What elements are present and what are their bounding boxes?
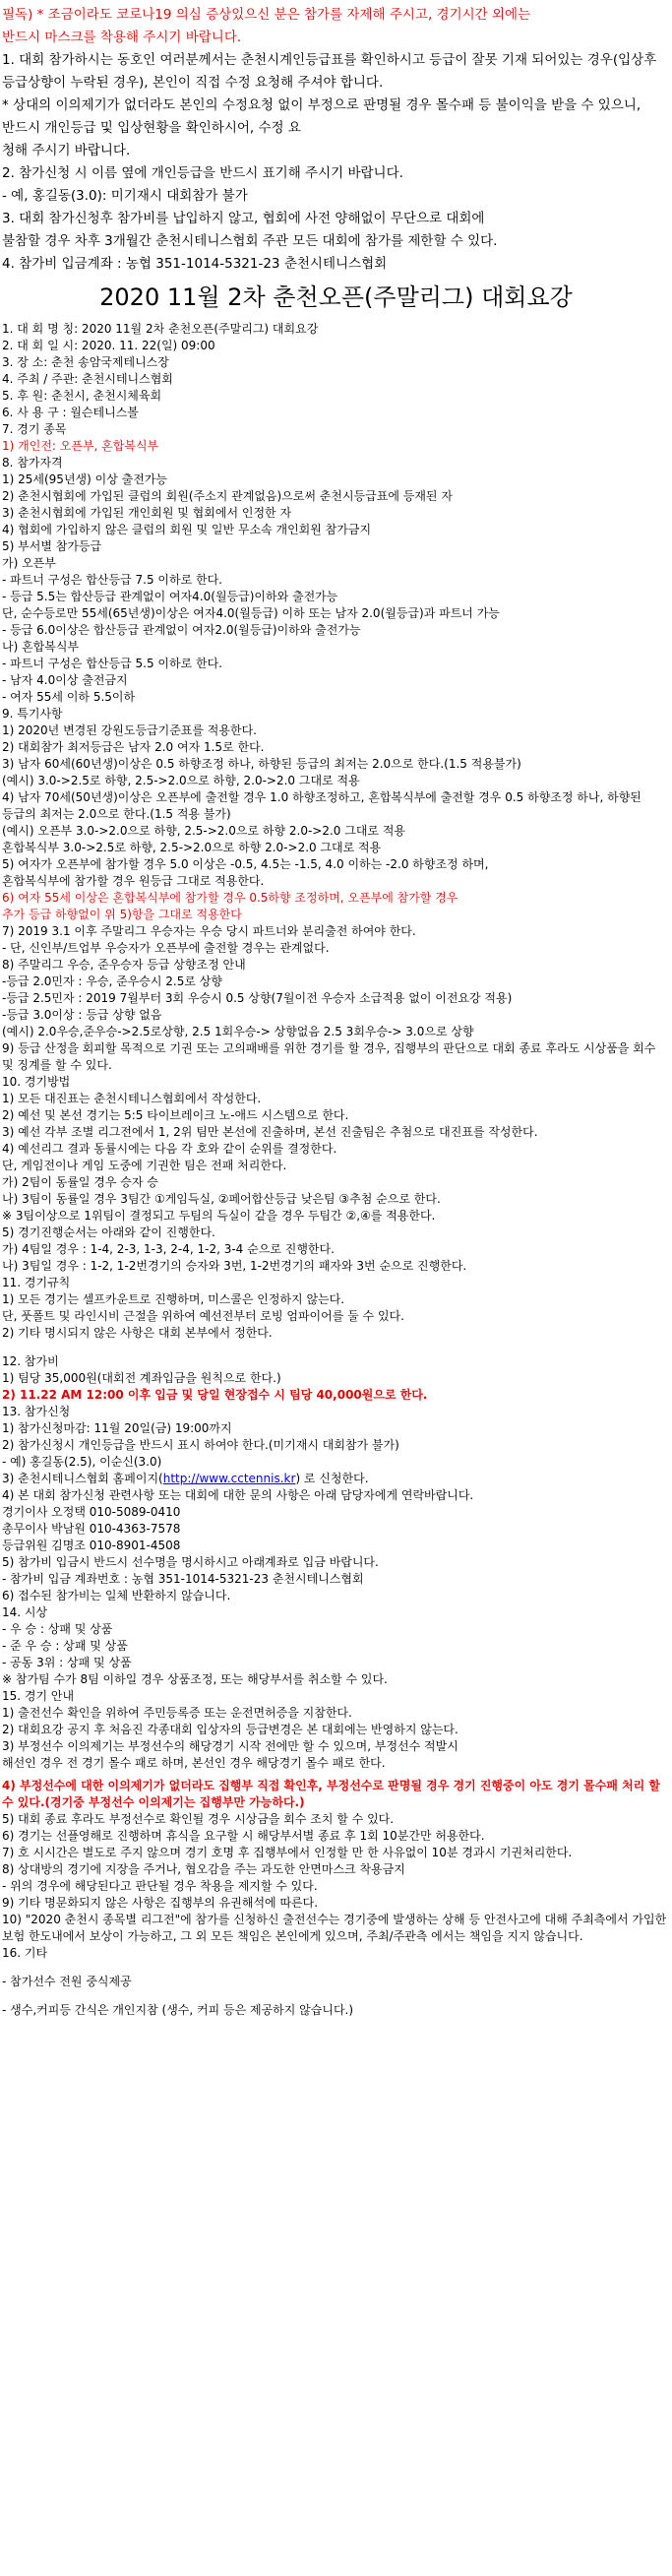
other-line: - 참가선수 전원 중식제공 [2, 1975, 132, 1988]
section-heading: 10. 경기방법 [2, 1075, 71, 1089]
eligibility-line: - 파트너 구성은 합산등급 5.5 이하로 한다. [2, 657, 222, 670]
special-line-highlight: 추가 등급 하향없이 위 5)항을 그대로 적용한다 [2, 908, 242, 921]
special-line: -등급 2.0민자 : 우승, 준우승시 2.5로 상향 [2, 974, 222, 988]
guidance-line: 9) 기타 명문화되지 않은 사항은 집행부의 유권해석에 따른다. [2, 1896, 319, 1910]
fee-line: 1) 팀당 35,000원(대회전 계좌입금을 원칙으로 한다.) [2, 1371, 281, 1385]
guidance-line: 5) 대회 종료 후라도 부정선수로 확인될 경우 시상금을 회수 조치 할 수 있다. [2, 1812, 395, 1826]
section-heading: 15. 경기 안내 [2, 1689, 75, 1703]
section-heading: 13. 참가신청 [2, 1405, 71, 1418]
registration-line: - 참가비 입금 계좌번호 : 농협 351-1014-5321-23 춘천시테니스협회 [2, 1572, 364, 1586]
notice-intro [2, 4, 670, 276]
section-entry-fee [2, 1353, 670, 1404]
spacer [2, 1962, 670, 1974]
intro-line-8: 3. 대회 참가신청후 참가비를 납입하지 않고, 협회에 사전 양해없이 무단으로 대회에 [2, 211, 485, 226]
section-event [2, 421, 670, 455]
method-line: 나) 3팀이 동률일 경우 3팀간 ①게임득실, ②페어합산등급 낮은팀 ③추첨 순으로 한다. [2, 1192, 441, 1206]
method-line: 가) 2팀이 동률일 경우 승자 승 [2, 1175, 158, 1189]
info-line: 5. 후 원: 춘천시, 춘천시체육회 [2, 389, 162, 403]
contact-line: 총무이사 박남원 010-4363-7578 [2, 1522, 181, 1536]
special-line: 9) 등급 산정을 회피할 목적으로 기권 또는 고의패배를 위한 경기를 할 경우, 집행부의 판단으로 대회 종료 후라도 시상품을 회수 및 징계를 할 수 있다. [2, 1041, 656, 1072]
spacer [2, 1342, 670, 1353]
info-line: 4. 주최 / 주관: 춘천시테니스협회 [2, 372, 173, 386]
registration-line: 1) 참가신청마감: 11월 20일(금) 19:00까지 [2, 1421, 232, 1435]
contact-line: 경기이사 오정택 010-5089-0410 [2, 1505, 181, 1519]
event-item: 1) 개인전: 오픈부, 혼합복식부 [2, 439, 159, 453]
section-awards [2, 1604, 670, 1688]
eligibility-line: - 등급 5.5는 합산등급 관계없이 여자4.0(월등급)이하와 출전가능 [2, 590, 338, 603]
special-line: (예시) 3.0->2.5로 하향, 2.5->2.0으로 하향, 2.0->2.0 그대로 적용 [2, 774, 360, 787]
guidance-line: 3) 부정선수 이의제기는 부정선수의 해당경기 시작 전에만 할 수 있으며, 부정선수 적발시 [2, 1739, 458, 1753]
special-line: 혼합복식부에 참가할 경우 원등급 그대로 적용한다. [2, 874, 265, 888]
special-line: -등급 3.0이상 : 등급 상향 없음 [2, 1008, 162, 1022]
eligibility-line: 1) 25세(95년생) 이상 출전가능 [2, 472, 167, 486]
eligibility-line: - 여자 55세 이하 5.5이하 [2, 690, 136, 704]
method-line: 1) 모든 대진표는 춘천시테니스협회에서 작성한다. [2, 1092, 262, 1105]
other-line: - 생수,커피등 간식은 개인지참 (생수, 커피 등은 제공하지 않습니다.) [2, 2003, 354, 2017]
method-line: ※ 3팀이상으로 1위팀이 결정되고 두팀의 득실이 같을 경우 두팀간 ②,④를 적용한다. [2, 1209, 436, 1223]
intro-line-3: 1. 대회 참가하시는 동호인 여러분께서는 춘천시계인등급표를 확인하시고 등급이 잘못 기재 되어있는 경우(입상후 등급상향이 누락된 경우), 본인이 직접 수정 요청해 주셔야 합니다. [2, 52, 657, 91]
guidance-line: 8) 상대방의 경기에 지장을 주거나, 협오감을 주는 과도한 안면마스크 착용금지 [2, 1862, 405, 1876]
registration-homepage-line [2, 1471, 670, 1487]
eligibility-line: 단, 순수등로만 55세(65년생)이상은 여자4.0(월등급) 이하 또는 남자 2.0(월등급)과 파트너 가능 [2, 606, 500, 620]
rules-line: 1) 모든 경기는 셀프카운트로 진행하며, 미스콜은 인정하지 않는다. [2, 1292, 345, 1306]
special-line: - 단, 신인부/트업부 우승자가 오픈부에 출전할 경우는 관계없다. [2, 941, 330, 955]
section-guidance [2, 1688, 670, 1945]
section-other [2, 1945, 670, 2019]
section-heading: 9. 특기사항 [2, 707, 63, 721]
section-heading: 14. 시상 [2, 1605, 48, 1619]
award-line: - 준 우 승 : 상패 및 상품 [2, 1639, 128, 1653]
intro-line-9: 불참할 경우 차후 3개월간 춘천시테니스협회 주관 모든 대회에 참가를 제한할 수 있다. [2, 233, 498, 249]
info-line: 3. 장 소: 춘천 송암국제테니스장 [2, 355, 169, 369]
eligibility-line: 2) 춘천시협회에 가입된 클럽의 회원(주소지 관계없음)으로써 춘천시등급표에 등재된 자 [2, 489, 453, 503]
document-title: 2020 11월 2차 춘천오픈(주말리그) 대회요강 [99, 283, 573, 311]
method-line: 2) 예선 및 본선 경기는 5:5 타이브레이크 노-애드 시스템으로 한다. [2, 1108, 349, 1122]
intro-line-1: 필독) * 조금이라도 코로나19 의심 증상있으신 분은 참가를 자제해 주시고, 경기시간 외에는 [2, 7, 531, 23]
special-line: 7) 2019 3.1 이후 주말리그 우승자는 우승 당시 파트너와 분리출전 하여야 한다. [2, 924, 416, 938]
section-heading: 11. 경기규칙 [2, 1276, 71, 1289]
spacer [2, 1990, 670, 2002]
special-line: (예시) 2.0우승,준우승->2.5로상향, 2.5 1회우승-> 상향없음 2.5 3회우승-> 3.0으로 상향 [2, 1025, 474, 1038]
homepage-suffix: ) 로 신청한다. [295, 1472, 369, 1485]
intro-line-10: 4. 참가비 입금계좌 : 농협 351-1014-5321-23 춘천시테니스협회 [2, 256, 388, 272]
eligibility-line: - 파트너 구성은 합산등급 7.5 이하로 한다. [2, 573, 222, 587]
eligibility-line: 5) 부서별 참가등급 [2, 539, 102, 553]
guidance-line: 6) 경기는 선플영해로 진행하며 휴식을 요구할 시 해당부서별 종료 후 1회 10분간만 허용한다. [2, 1829, 485, 1843]
method-line: 4) 예선리그 결과 동률시에는 다음 각 호와 같이 순위를 결정한다. [2, 1142, 337, 1156]
document [2, 0, 670, 2019]
method-line: 나) 3팀일 경우 : 1-2, 1-2번경기의 승자와 3번, 1-2번경기의 패자와 3번 순으로 진행한다. [2, 1259, 467, 1273]
guidance-line: 7) 호 시시간은 별도로 주지 않으며 경기 호명 후 집행부에서 인정할 만 한 사유없이 10분 경과시 기권처리한다. [2, 1846, 573, 1859]
special-line: 2) 대회참가 최저등급은 남자 2.0 여자 1.5로 한다. [2, 740, 265, 754]
guidance-line: 해선인 경우 전 경기 몰수 패로 하며, 본선인 경우 해당경기 몰수 패로 한다. [2, 1756, 386, 1770]
intro-line-4: * 상대의 이의제기가 없더라도 본인의 수정요청 없이 부정으로 판명될 경우 몰수패 등 불이익을 받을 수 있으니, 반드시 개인등급 및 입상현황을 확인하시어, 수정 요 [2, 97, 641, 136]
section-match-method [2, 1074, 670, 1342]
registration-line: 2) 참가신청시 개인등급을 반드시 표시 하여야 한다.(미기재시 대회참가 불가) [2, 1438, 399, 1452]
registration-line: 6) 접수된 참가비는 일체 반환하지 않습니다. [2, 1589, 231, 1602]
section-heading: 7. 경기 종목 [2, 422, 67, 436]
rules-line: 2) 기타 명시되지 않은 사항은 대회 본부에서 정한다. [2, 1326, 273, 1340]
registration-line: - 예) 홍길동(2.5), 이순신(3.0) [2, 1455, 162, 1469]
method-line: 단, 게임전이나 게임 도중에 기권한 팀은 전패 처리한다. [2, 1159, 287, 1172]
fee-line-late: 2) 11.22 AM 12:00 이후 입금 및 당일 현장접수 시 팀당 40,000원으로 한다. [2, 1388, 428, 1402]
award-line: ※ 참가팀 수가 8팀 이하일 경우 상품조정, 또는 해당부서를 취소할 수 있다. [2, 1672, 388, 1686]
special-line: 4) 남자 70세(50년생)이상은 오픈부에 출전할 경우 1.0 하향조정하고, 혼합복식부에 출전할 경우 0.5 하향조정 하나, 하향된 등급의 최저는 2.0으로 한다.(1.5 적용 불가) [2, 790, 641, 821]
registration-line: 4) 본 대회 참가신청 관련사항 또는 대회에 대한 문의 사항은 아래 담당자에게 연락바랍니다. [2, 1488, 474, 1502]
guidance-line: 2) 대회요강 공지 후 처음진 각종대회 입상자의 등급변경은 본 대회에는 반영하지 않는다. [2, 1723, 458, 1736]
intro-line-5: 청해 주시기 바랍니다. [2, 143, 131, 158]
eligibility-line: 가) 오픈부 [2, 556, 56, 570]
homepage-link[interactable]: http://www.cctennis.kr [162, 1472, 296, 1485]
special-line: 8) 주말리그 우승, 준우승자 등급 상향조정 안내 [2, 958, 246, 972]
guidance-line: 10) "2020 춘천시 종목별 리그전"에 참가를 신청하신 출전선수는 경기중에 발생하는 상해 등 안전사고에 대해 주최측에서 가입한 보험 한도내에서 보상이 가능하고, 그 외 모든 책임은 본인에게 있으며, 주최/주관측 에서는 책임을 지지 않습니다. [2, 1913, 667, 1943]
special-line: 혼합복식부 3.0->2.5로 하향, 2.5->2.0으로 하향 2.0->2.0 그대로 적용 [2, 841, 382, 854]
section-heading: 12. 참가비 [2, 1354, 59, 1368]
intro-line-2: 반드시 마스크를 착용해 주시기 바랍니다. [2, 30, 242, 45]
rules-line: 단, 풋폴트 및 라인시비 근절을 위하여 예선전부터 로빙 엄파이어를 둘 수 있다. [2, 1309, 404, 1323]
section-heading: 16. 기타 [2, 1946, 48, 1960]
special-line: -등급 2.5민자 : 2019 7월부터 3회 우승시 0.5 상향(7월이전 우승자 소급적용 없이 이전요강 적용) [2, 991, 513, 1005]
contact-line: 등급위원 김명조 010-8901-4508 [2, 1539, 181, 1552]
section-registration [2, 1404, 670, 1604]
eligibility-line: 3) 춘천시협회에 가입된 개인회원 및 협회에서 인정한 자 [2, 506, 292, 520]
special-line: 1) 2020년 변경된 강원도등급기준표를 적용한다. [2, 723, 257, 737]
section-heading: 8. 참가자격 [2, 456, 63, 470]
award-line: - 공동 3위 : 상패 및 상품 [2, 1656, 132, 1669]
guidance-line: 1) 출전선수 확인을 위하여 주민등록증 또는 운전면허증을 지참한다. [2, 1706, 352, 1720]
award-line: - 우 승 : 상패 및 상품 [2, 1622, 113, 1636]
guidance-line: - 위의 경우에 해당된다고 판단될 경우 착용을 제지할 수 있다. [2, 1879, 318, 1893]
special-line: (예시) 오픈부 3.0->2.0으로 하향, 2.5->2.0으로 하향 2.0->2.0 그대로 적용 [2, 824, 406, 838]
special-line-highlight: 6) 여자 55세 이상은 혼합복식부에 참가할 경우 0.5하향 조정하며, 오픈부에 참가할 경우 [2, 891, 458, 905]
special-line: 3) 남자 60세(60년생)이상은 0.5 하향조정 하나, 하향된 등급의 최저는 2.0으로 한다.(1.5 적용불가) [2, 757, 521, 771]
special-line: 5) 여자가 오픈부에 참가할 경우 5.0 이상은 -0.5, 4.5는 -1.5, 4.0 이하는 -2.0 하향조정 하며, [2, 857, 489, 871]
homepage-prefix: 3) 춘천시테니스협회 홈페이지( [2, 1472, 163, 1485]
info-line: 6. 사 용 구 : 월슨테니스볼 [2, 406, 139, 419]
intro-line-7: - 예, 홍길동(3.0): 미기재시 대회참가 불가 [2, 188, 248, 204]
section-eligibility [2, 455, 670, 1074]
intro-line-6: 2. 참가신청 시 이름 옆에 개인등급을 반드시 표기해 주시기 바랍니다. [2, 165, 403, 181]
info-line: 1. 대 회 명 칭: 2020 11월 2차 춘천오픈(주말리그) 대회요강 [2, 322, 319, 336]
registration-line: 5) 참가비 입금시 반드시 선수명을 명시하시고 아래계좌로 입금 바랍니다. [2, 1555, 379, 1569]
section-basic-info [2, 321, 670, 421]
guidance-line-highlight: 4) 부정선수에 대한 이의제기가 없더라도 집행부 직접 확인후, 부정선수로 판명될 경우 경기 진행중이 아도 경기 몰수패 처리 할 수 있다.(경기중 부정선수 이의제기는 집행부만 가능하다.) [2, 1779, 661, 1809]
eligibility-line: - 남자 4.0이상 출전금지 [2, 673, 128, 687]
eligibility-line: 4) 협회에 가입하지 않은 클럽의 회원 및 일반 무소속 개인회원 참가금지 [2, 523, 372, 536]
eligibility-line: 나) 혼합복식부 [2, 640, 80, 654]
method-line: 3) 예선 각부 조별 리그전에서 1, 2위 팀만 본선에 진출하며, 본선 진출팀은 추첨으로 대진표를 작성한다. [2, 1125, 538, 1139]
eligibility-line: - 등급 6.0이상은 합산등급 관계없이 여자2.0(월등급)이하와 출전가능 [2, 623, 361, 637]
method-line: 가) 4팀일 경우 : 1-4, 2-3, 1-3, 2-4, 1-2, 3-4 순으로 진행한다. [2, 1242, 335, 1256]
method-line: 5) 경기진행순서는 아래와 같이 진행한다. [2, 1225, 215, 1239]
info-line: 2. 대 회 일 시: 2020. 11. 22(일) 09:00 [2, 339, 215, 352]
